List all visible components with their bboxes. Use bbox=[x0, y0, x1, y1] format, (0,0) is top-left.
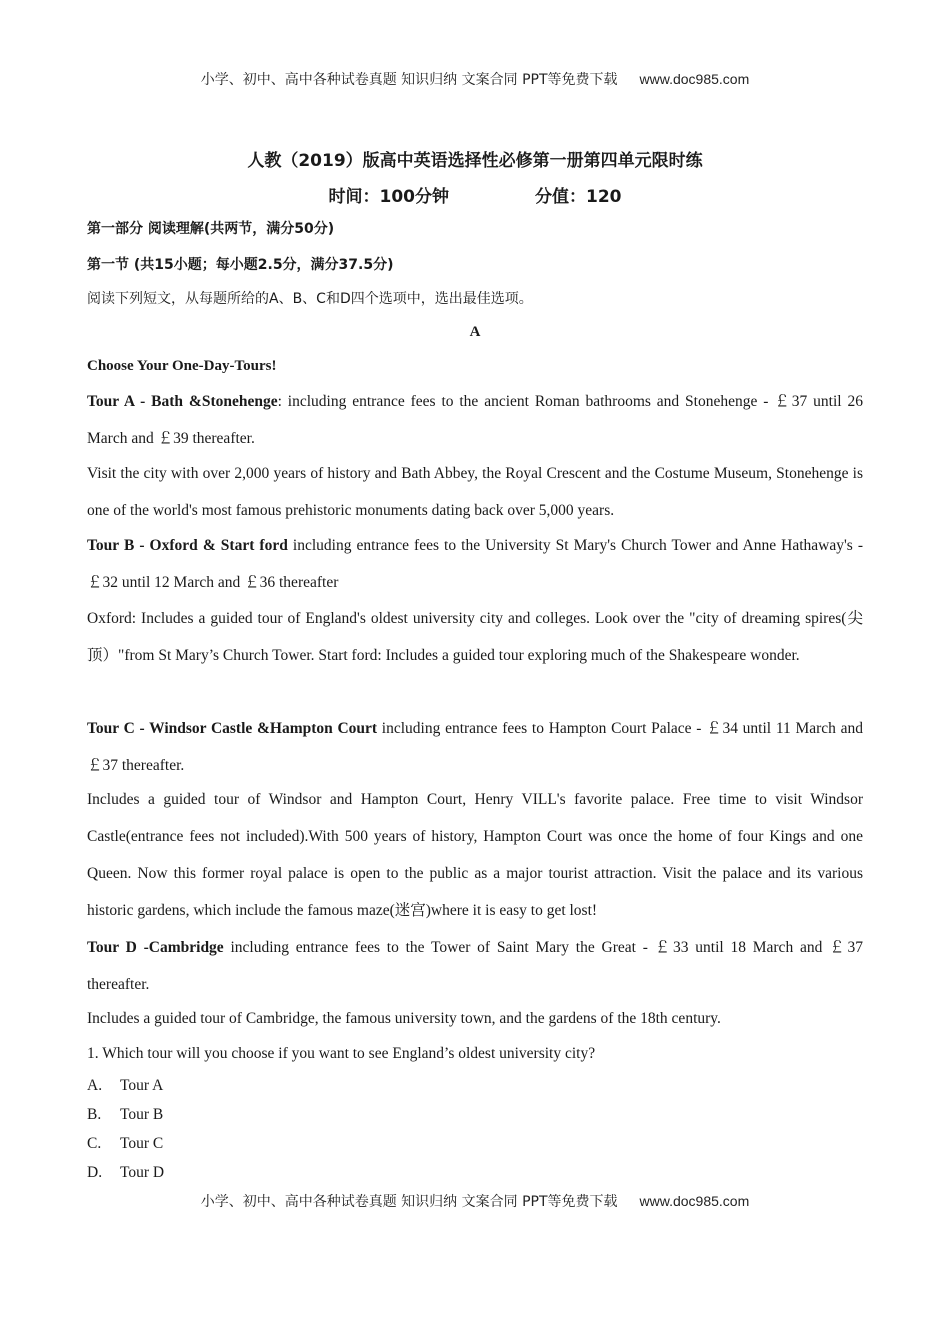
footer-text: 小学、初中、高中各种试卷真题 知识归纳 文案合同 PPT等免费下载 bbox=[200, 1194, 618, 1210]
instruction-text: 阅读下列短文，从每题所给的A、B、C和D四个选项中，选出最佳选项。 bbox=[87, 291, 533, 307]
tour-b-intro: Tour B - Oxford & Start ford including entrance fees to the University St Mary's Church Tower and Anne Hathaway's - ￡32 until 12 March and ￡36 thereafter bbox=[87, 537, 863, 591]
part-heading: 第一部分 阅读理解(共两节，满分50分) bbox=[87, 221, 335, 237]
tour-b-name: Tour B - Oxford & Start ford bbox=[87, 537, 288, 554]
option-a[interactable]: A. Tour A bbox=[87, 1077, 164, 1094]
tour-a-description: Visit the city with over 2,000 years of history and Bath Abbey, the Royal Crescent and the Costume Museum, Stonehenge is one of the world's most famous prehistoric monuments dating back over 5,000 years. bbox=[87, 465, 863, 519]
tour-c-description: Includes a guided tour of Windsor and Hampton Court, Henry VILL's favorite palace. Free time to visit Windsor Castle(entrance fees not included).With 500 years of history, Hampton Court was once the home of four Kings and one Queen. Now this former royal palace is open to the public as a major tourist attraction. Visit the palace and its various historic gardens, which include the famous maze(迷宫)where it is easy to get lost! bbox=[87, 791, 863, 919]
tour-d-description: Includes a guided tour of Cambridge, the famous university town, and the gardens of the 18th century. bbox=[87, 1010, 721, 1027]
page-footer bbox=[0, 1191, 950, 1211]
question-1: 1. Which tour will you choose if you want to see England’s oldest university city? bbox=[87, 1045, 596, 1062]
page-header bbox=[0, 69, 950, 89]
document-title: 人教（2019）版高中英语选择性必修第一册第四单元限时练 bbox=[247, 151, 703, 171]
header-text: 小学、初中、高中各种试卷真题 知识归纳 文案合同 PPT等免费下载 bbox=[200, 72, 618, 88]
option-d[interactable]: D. Tour D bbox=[87, 1164, 165, 1181]
passage-label: A bbox=[469, 324, 481, 340]
time-limit: 时间：100分钟 bbox=[328, 187, 449, 207]
option-c[interactable]: C. Tour C bbox=[87, 1135, 164, 1152]
tour-d-name: Tour D -Cambridge bbox=[87, 939, 224, 956]
tour-c-intro: Tour C - Windsor Castle &Hampton Court including entrance fees to Hampton Court Palace - ￡34 until 11 March and ￡37 thereafter. bbox=[87, 720, 863, 774]
tour-d-intro: Tour D -Cambridge including entrance fees to the Tower of Saint Mary the Great - ￡33 until 18 March and ￡37 thereafter. bbox=[87, 939, 863, 993]
total-score: 分值：120 bbox=[535, 187, 622, 207]
tour-b-description: Oxford: Includes a guided tour of England's oldest university city and colleges. Look over the "city of dreaming spires(尖顶）"from St Mary’s Church Tower. Start ford: Includes a guided tour exploring much of the Shakespeare wonder. bbox=[87, 610, 863, 664]
tour-a-name: Tour A - Bath &Stonehenge bbox=[87, 393, 278, 410]
footer-url[interactable]: www.doc985.com bbox=[639, 1193, 750, 1209]
header-url[interactable]: www.doc985.com bbox=[639, 71, 750, 87]
option-b[interactable]: B. Tour B bbox=[87, 1106, 164, 1123]
tour-a-intro: Tour A - Bath &Stonehenge: including entrance fees to the ancient Roman bathrooms and Stonehenge - ￡37 until 26 March and ￡39 thereafter. bbox=[87, 393, 863, 447]
tour-c-name: Tour C - Windsor Castle &Hampton Court bbox=[87, 720, 378, 737]
document-subtitle bbox=[0, 182, 950, 207]
section-heading: 第一节 (共15小题；每小题2.5分，满分37.5分) bbox=[87, 257, 394, 273]
passage-title: Choose Your One-Day-Tours! bbox=[87, 358, 277, 374]
